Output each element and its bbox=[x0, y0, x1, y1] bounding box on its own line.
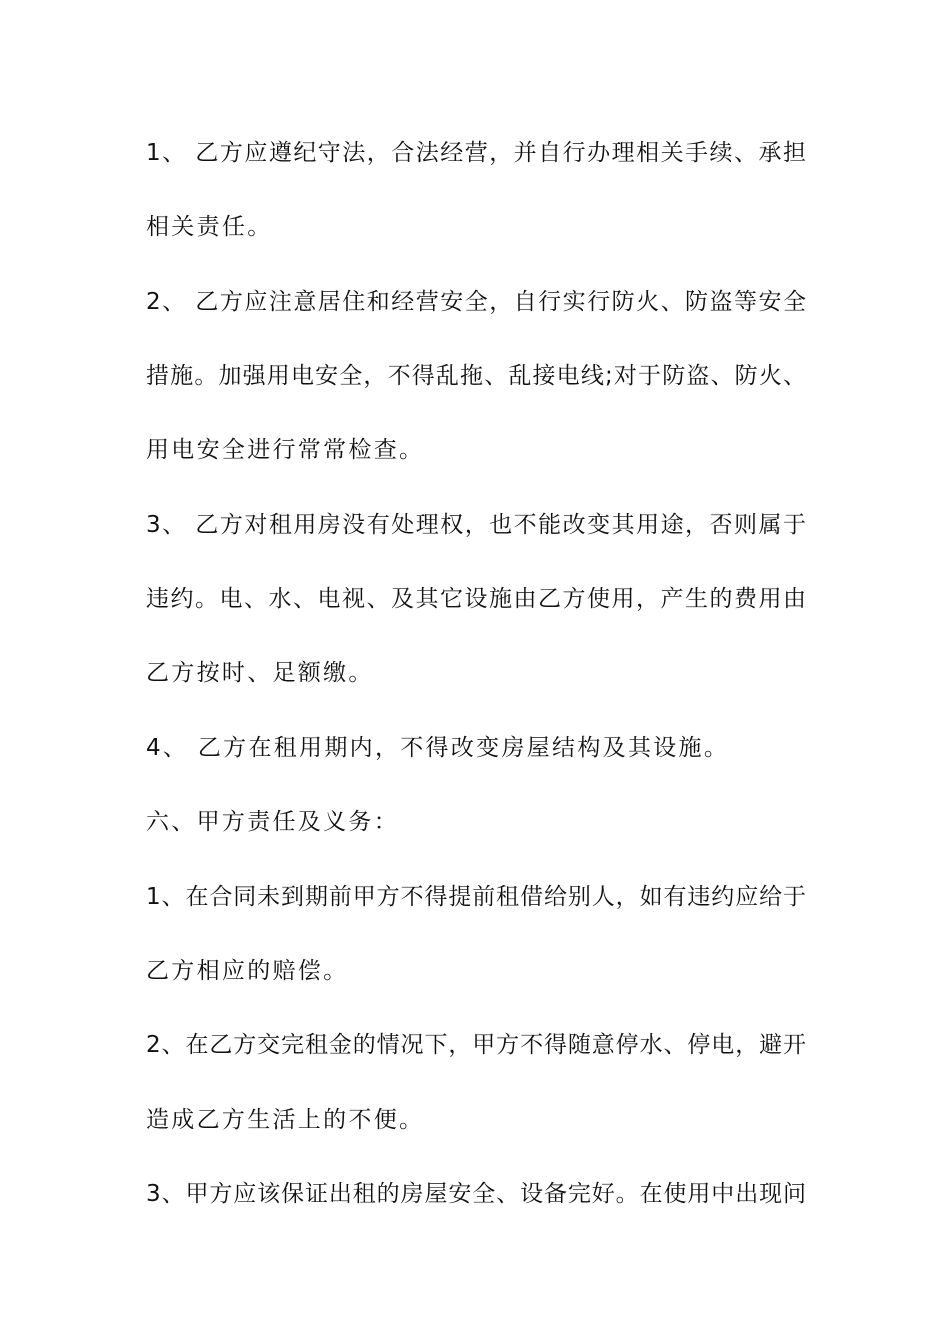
text-line: 用电安全进行常常检查。 bbox=[146, 437, 425, 463]
text-line: 违约。电、水、电视、及其它设施由乙方使用，产生的费用由 bbox=[146, 586, 806, 612]
text-line: 3、 乙方对租用房没有处理权，也不能改变其用途，否则属于 bbox=[146, 512, 806, 538]
text-line: 1、 乙方应遵纪守法，合法经营，并自行办理相关手续、承担 bbox=[146, 140, 806, 166]
text-line: 2、 乙方应注意居住和经营安全，自行实行防火、防盗等安全 bbox=[146, 289, 806, 315]
text-line: 相关责任。 bbox=[146, 214, 273, 240]
text-line: 4、 乙方在租用期内，不得改变房屋结构及其设施。 bbox=[146, 735, 730, 761]
section-heading: 六、甲方责任及义务： bbox=[146, 809, 399, 835]
text-line: 乙方相应的赔偿。 bbox=[146, 958, 349, 984]
text-line: 1、在合同未到期前甲方不得提前租借给别人，如有违约应给于 bbox=[146, 884, 806, 910]
text-line: 2、在乙方交完租金的情况下，甲方不得随意停水、停电，避开 bbox=[146, 1032, 806, 1058]
text-line: 措施。加强用电安全，不得乱拖、乱接电线;对于防盗、防火、 bbox=[146, 363, 806, 389]
text-line: 3、甲方应该保证出租的房屋安全、设备完好。在使用中出现问 bbox=[146, 1181, 806, 1207]
text-line: 乙方按时、足额缴。 bbox=[146, 660, 374, 686]
text-line: 造成乙方生活上的不便。 bbox=[146, 1107, 425, 1133]
